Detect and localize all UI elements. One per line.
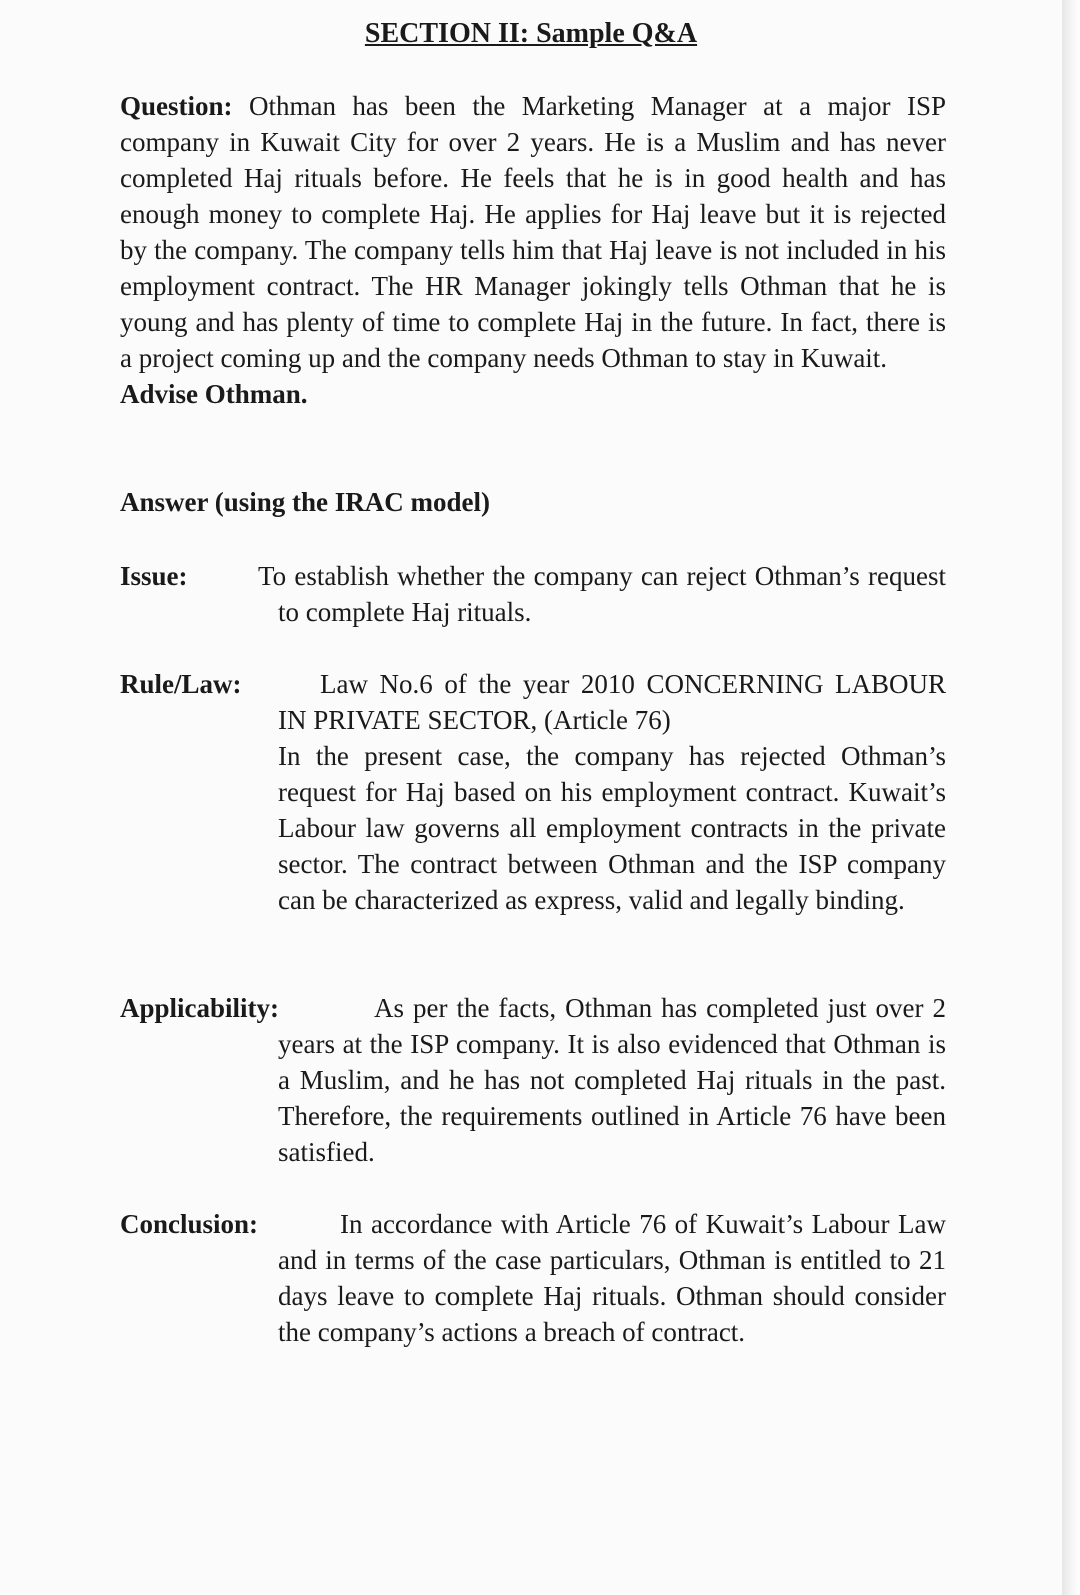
conclusion-label: Conclusion:	[120, 1209, 259, 1239]
rule-text: In the present case, the company has rejected Othman’s request for Haj based on his employment contract. Kuwait’s Labour law governs all employment contracts in the private sector. The contract between Othman and the ISP company can be characterized as express, valid and legally binding.	[278, 741, 946, 915]
issue-section	[120, 558, 946, 630]
applicability-label: Applicability:	[120, 993, 280, 1023]
issue-label: Issue:	[120, 561, 188, 591]
rule-law-citation: Law No.6 of the year 2010 CONCERNING LABOUR IN PRIVATE SECTOR, (Article 76)	[278, 669, 946, 735]
rule-section	[120, 666, 946, 918]
applicability-text: As per the facts, Othman has completed just over 2 years at the ISP company. It is also evidenced that Othman is a Muslim, and he has not completed Haj rituals in the past. Therefore, the requirements outlined in Article 76 have been satisfied.	[278, 993, 946, 1167]
rule-label: Rule/Law:	[120, 669, 242, 699]
question-label: Question:	[120, 91, 233, 121]
page-title: SECTION II: Sample Q&A	[364, 18, 698, 49]
question-text: Othman has been the Marketing Manager at a major ISP company in Kuwait City for over 2 years. He is a Muslim and has never completed Haj rituals before. He feels that he is in good health and has enough money to complete Haj. He applies for Haj leave but it is rejected by the company. The company tells him that Haj leave is not included in his employment contract. The HR Manager jokingly tells Othman that he is young and has plenty of time to complete Haj in the future. In fact, there is a project coming up and the company needs Othman to stay in Kuwait.	[120, 91, 946, 373]
conclusion-text: In accordance with Article 76 of Kuwait’s Labour Law and in terms of the case particulars, Othman is entitled to 21 days leave to complete Haj rituals. Othman should consider the company’s actions a breach of contract.	[278, 1209, 946, 1347]
page-edge-shadow	[1062, 0, 1080, 1595]
conclusion-section	[120, 1206, 946, 1350]
question-paragraph	[120, 88, 946, 412]
rule-body	[278, 666, 946, 918]
answer-heading: Answer (using the IRAC model)	[120, 487, 491, 517]
issue-text: To establish whether the company can reject Othman’s request to complete Haj rituals.	[258, 561, 946, 627]
question-advise: Advise Othman.	[120, 379, 308, 409]
applicability-section	[120, 990, 946, 1170]
